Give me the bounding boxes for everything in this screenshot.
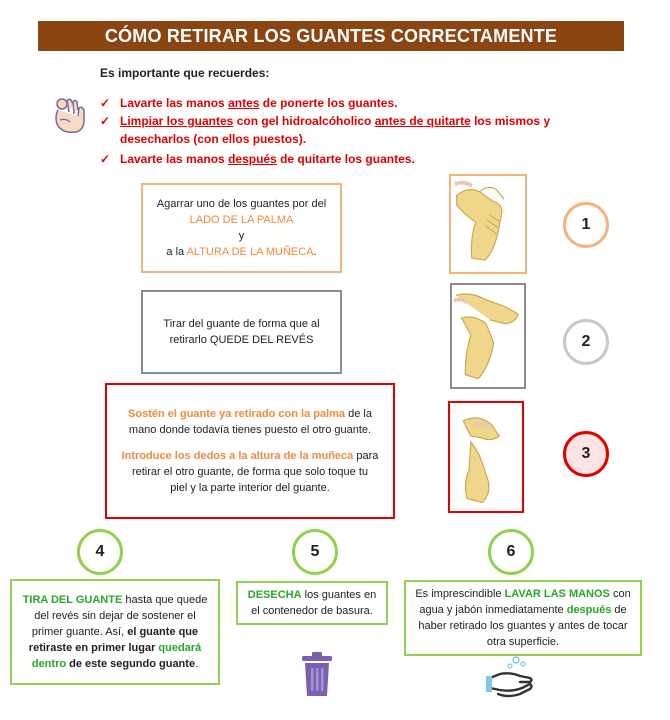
- step-3-box: Sostén el guante ya retirado con la palma de la mano donde todavía tienes puesto el otro guante. Introduce los dedos a la altura de la muñeca para retirar el otro guante, de forma que solo toque tu piel y la parte interior del guante.: [105, 383, 395, 519]
- step-5-box: DESECHA los guantes en el contenedor de basura.: [236, 581, 388, 625]
- rule-1: ✓ Lavarte las manos antes de ponerte los guantes.: [100, 96, 398, 110]
- step-6-number: 6: [488, 529, 534, 575]
- hand-washing-icon: [486, 654, 536, 698]
- step-3-photo: [448, 401, 524, 513]
- step-3-number: 3: [563, 431, 609, 477]
- step-5-number: 5: [292, 529, 338, 575]
- rule-3: ✓ Lavarte las manos después de quitarte los guantes.: [100, 152, 415, 166]
- trash-can-icon: [300, 652, 334, 698]
- step-1-box: Agarrar uno de los guantes por del LADO DE LA PALMA y a la ALTURA DE LA MUÑECA.: [141, 183, 342, 273]
- check-icon: ✓: [100, 96, 111, 110]
- step-4-box: TIRA DEL GUANTE hasta que quede del revés sin dejar de sostener el primer guante. Así, el guante que retiraste en primer lugar quedará dentro de este segundo guante.: [10, 579, 220, 685]
- check-icon: ✓: [100, 114, 111, 128]
- step-2-photo: [450, 283, 526, 389]
- rule-2: ✓ Limpiar los guantes con gel hidroalcóholico antes de quitarte los mismos y desecharlos (con ellos puestos).: [100, 114, 551, 146]
- check-icon: ✓: [100, 152, 111, 166]
- page-title: CÓMO RETIRAR LOS GUANTES CORRECTAMENTE: [38, 21, 624, 51]
- step-2-box: Tirar del guante de forma que al retirarlo QUEDE DEL REVÉS: [141, 290, 342, 374]
- step-1-photo: [449, 174, 527, 274]
- intro-text: Es importante que recuerdes:: [100, 66, 270, 80]
- step-1-number: 1: [563, 202, 609, 248]
- step-4-number: 4: [77, 529, 123, 575]
- step-6-box: Es imprescindible LAVAR LAS MANOS con agua y jabón inmediatamente después de haber retirado los guantes y antes de tocar otra superficie.: [404, 580, 642, 656]
- step-2-number: 2: [563, 319, 609, 365]
- ok-hand-icon: [50, 96, 90, 136]
